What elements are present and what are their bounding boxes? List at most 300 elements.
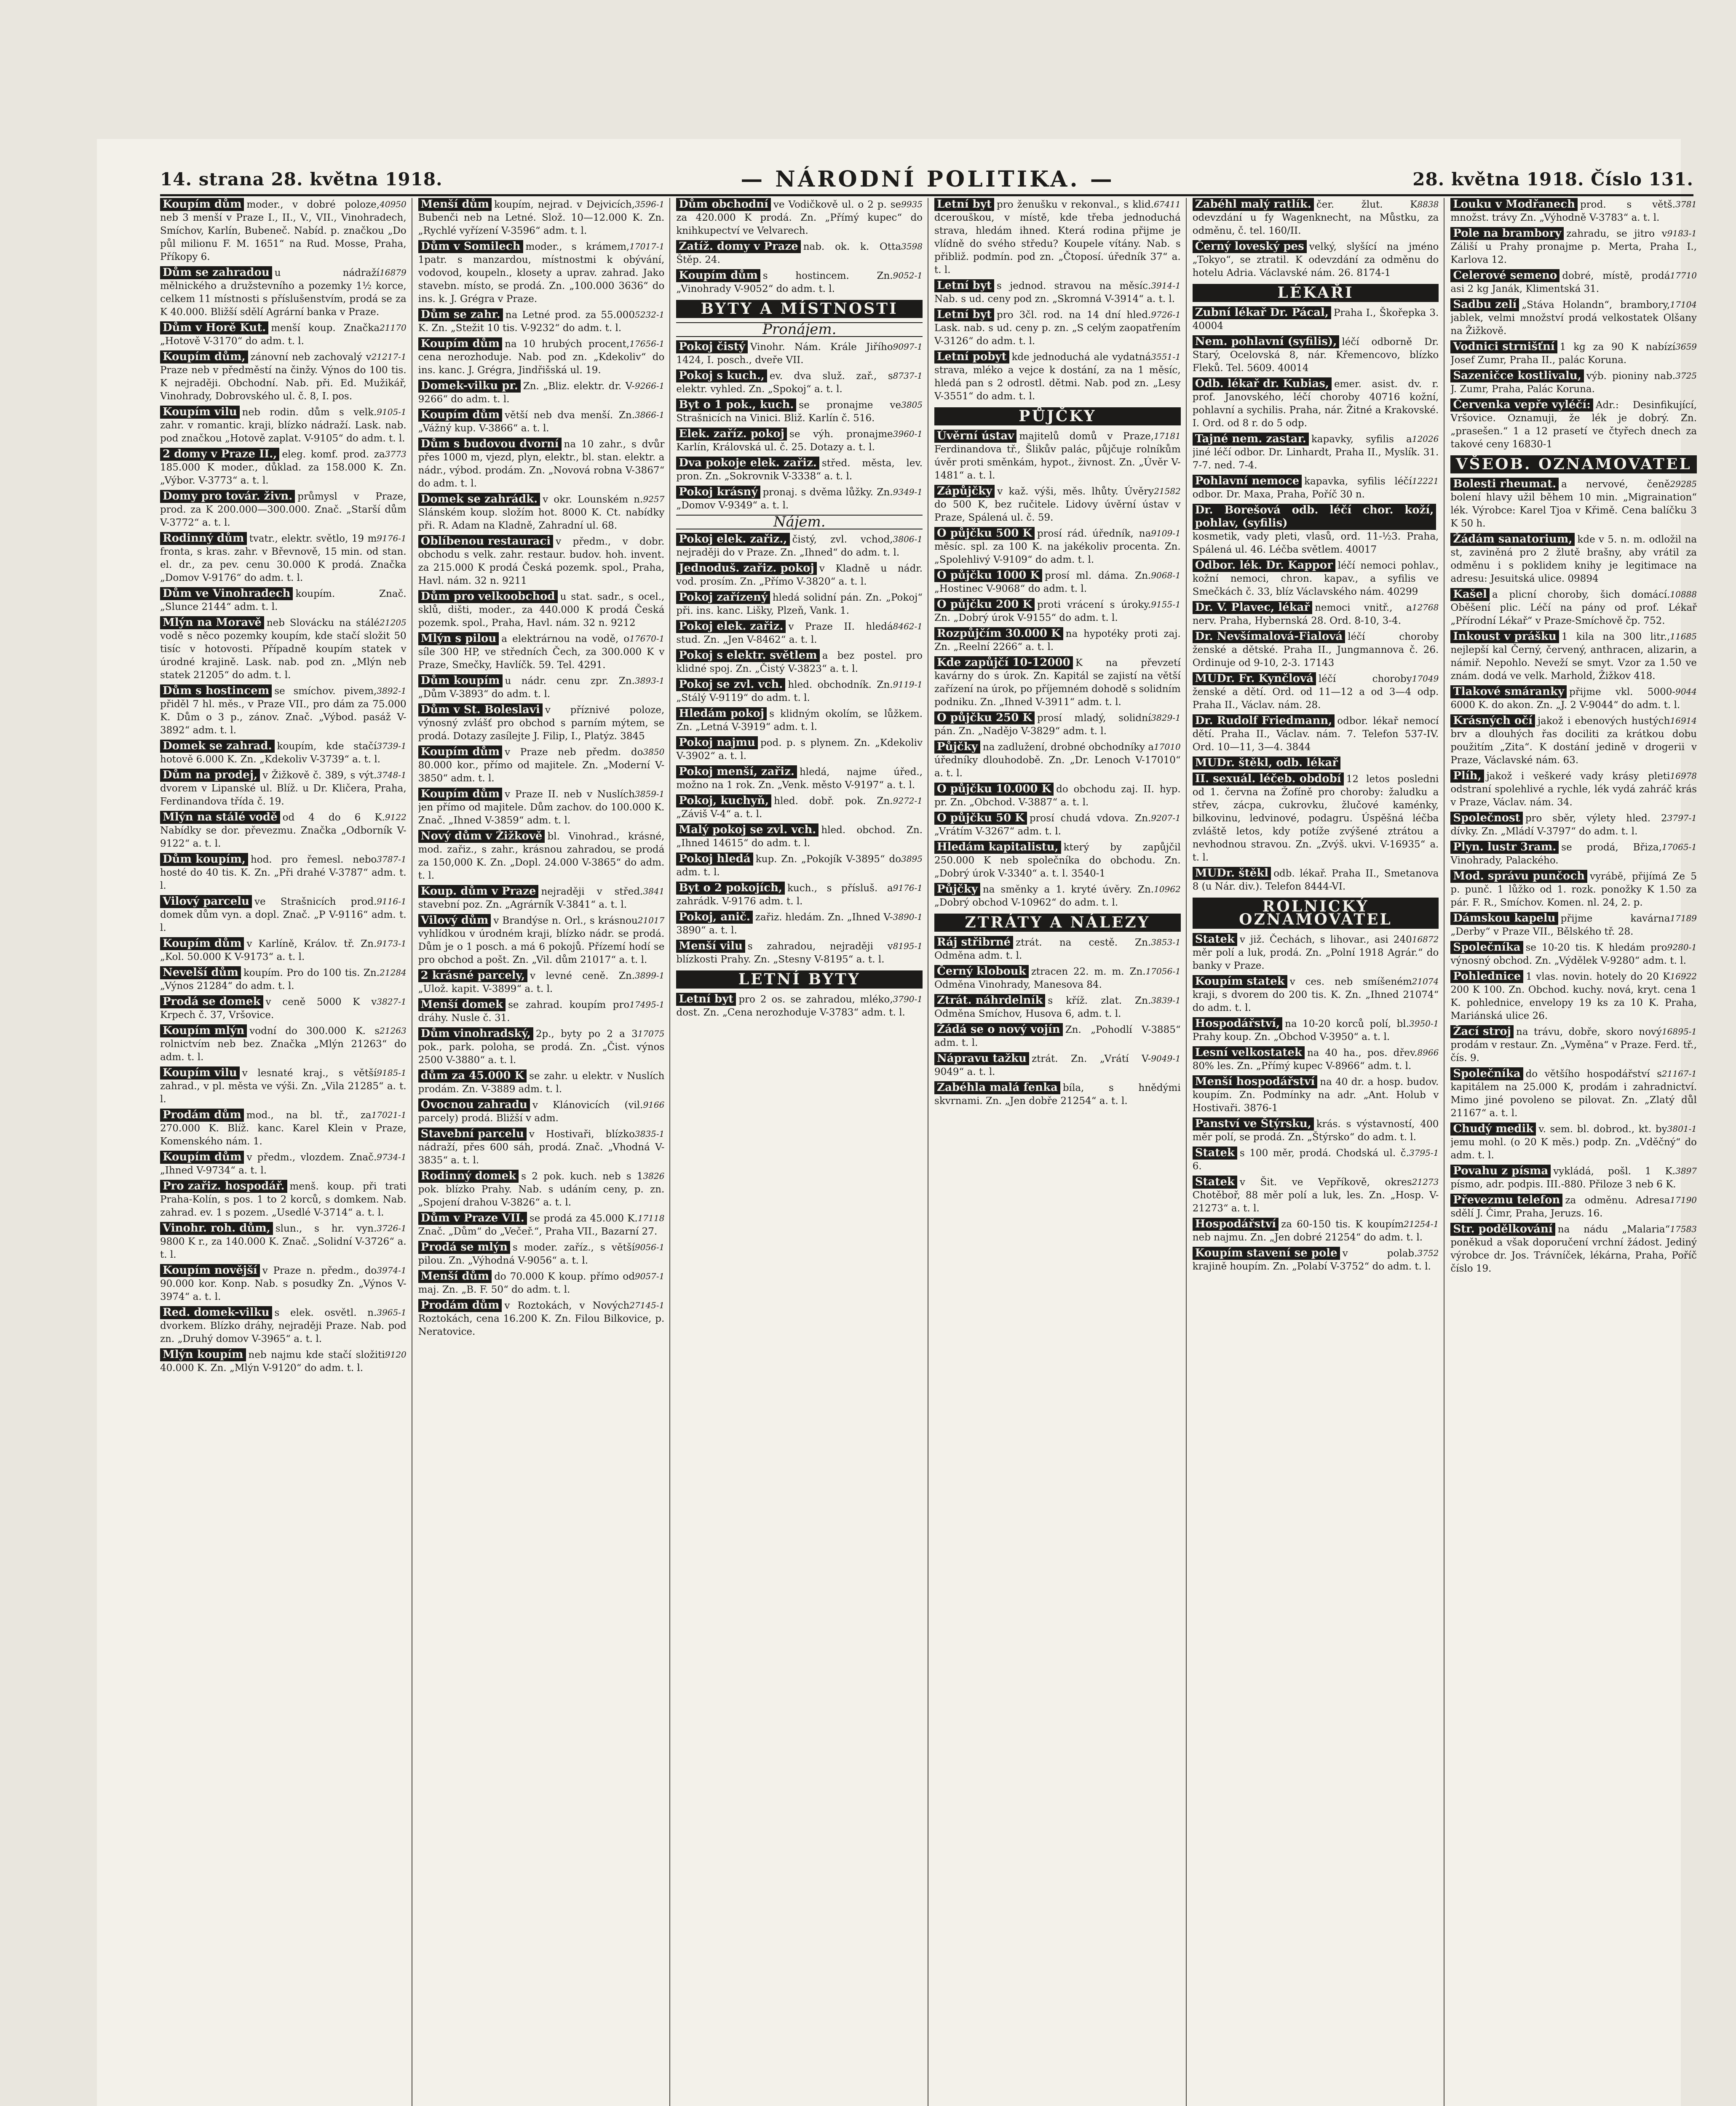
ad-heading: Lesní velkostatek [1193, 1046, 1305, 1059]
ad-heading: Nový dům v Žižkově [418, 830, 545, 843]
ad-body: do 70.000 K koup. přímo od maj. Zn. „B. F. 50“ do adm. t. l. [418, 1271, 635, 1295]
classified-ad [1193, 335, 1439, 375]
classified-ad [160, 448, 407, 487]
ad-number: 9122 [385, 812, 407, 822]
ad-number: 17104 [1670, 299, 1697, 310]
ad-number: 3890-1 [893, 912, 923, 922]
ad-heading: Koupím dům [418, 409, 502, 422]
ad-number: 3841 [643, 886, 665, 896]
ad-body: s moder. zaříz., s větší pilou. Zn. „Výhodná V-9056“ a. t. l. [418, 1242, 635, 1266]
ad-number: 16922 [1670, 971, 1697, 981]
ad-heading: Hospodářství [1193, 1218, 1279, 1231]
ad-body: s jednod. stravou na měsíc. Nab. s ud. ceny pod zn. „Skromná V-3914“ a. t. l. [934, 281, 1175, 305]
classified-ad [1450, 714, 1697, 767]
ad-body: v Praze II. neb v Nuslích jen přímo od majitele. Dům zachov. do 100.000 K. Znač. „Ihned V-3859“ adm. t. l. [418, 789, 665, 826]
classified-ad [160, 406, 407, 445]
classified-ad [160, 266, 407, 319]
ad-heading: Statek [1193, 1147, 1237, 1160]
page-header [160, 166, 1693, 196]
ad-number: 21217-1 [371, 352, 407, 362]
classified-ad [418, 885, 665, 911]
ad-body: střed. města, lev. pron. Zn. „Sokrovnik V-3338“ a. t. l. [676, 458, 923, 482]
ad-number: 21017 [637, 915, 665, 925]
ad-heading: Vinohr. roh. dům, [160, 1222, 273, 1235]
ad-body: na 10-20 korců polí, bl. Prahy koup. Zn. „Obchod V-3950“ a. t. l. [1192, 1018, 1409, 1042]
ad-heading: Dům v Somilech [418, 240, 523, 253]
classified-ad [1450, 841, 1697, 867]
ad-number: 11685 [1670, 631, 1697, 641]
ad-heading: Zápůjčky [934, 485, 995, 498]
ad-number: 3827-1 [377, 997, 407, 1007]
ad-heading: Stavební parcelu [418, 1128, 527, 1141]
ad-body: 12 letos posledni od 1. června na Žofíně pro choroby: žaludku a střev, zácpa, cukrovku, žlučové kaménky, bilkovinu, ledvinové, podagru. Úspěšná léčba zvláště letos, kdy potíže zvýšené ztrátou a nevhodnou stravou. Zn. „Zvýš. ukvi. V-16935“ a. t. l. [1192, 774, 1439, 863]
classified-ad [418, 380, 665, 406]
ad-heading: Dva pokoje elek. zařiz. [676, 457, 819, 470]
ad-body: v levné ceně. Zn. „Ulož. kapit. V-3899“ a. t. l. [418, 970, 635, 994]
ad-heading: Prodám dům [418, 1299, 502, 1312]
ad-number: 3965-1 [377, 1307, 407, 1318]
classified-ad [1450, 398, 1697, 451]
masthead-title: — NÁRODNÍ POLITIKA. — [741, 166, 1115, 192]
ad-number: 9119-1 [893, 679, 923, 690]
section-subheading: Pronájem. [676, 322, 923, 337]
section-banner: ZTRÁTY A NÁLEZY [934, 914, 1181, 932]
classified-ad [676, 486, 923, 512]
classified-ad [160, 966, 407, 993]
classified-ad [160, 616, 407, 682]
classified-ad [1193, 1176, 1439, 1215]
classified-ad [1193, 1117, 1439, 1144]
ad-number: 8966 [1417, 1048, 1439, 1058]
ad-number: 17017-1 [629, 241, 665, 251]
ad-body: bl. Vinohrad., krásné, mod. zařiz., s zahr., krásnou zahradou, se prodá za 150,000 K. Zn. „Dopl. 24.000 V-3865“ do adm. t. l. [418, 831, 665, 881]
ad-number: 3960-1 [893, 429, 923, 439]
ad-body: krás. s výstavností, 400 měr polí, se prodá. Zn. „Štýrsko“ do adm. t. l. [1192, 1119, 1439, 1143]
ad-number: 3725 [1675, 371, 1697, 381]
ad-number: 9935 [901, 199, 923, 209]
ad-heading: Menší hospodářství [1193, 1075, 1318, 1088]
ad-heading: Koupím dům [160, 198, 244, 211]
classified-ad [160, 1109, 407, 1148]
ad-number: 3826 [643, 1171, 665, 1181]
classified-ad [418, 1299, 665, 1339]
ad-heading: II. sexuál. léčeb. období [1193, 772, 1344, 786]
ad-number: 3551-1 [1151, 352, 1181, 362]
ad-heading: Hledám pokoj [676, 707, 767, 720]
ad-number: 9349-1 [893, 487, 923, 497]
ad-number: 3752 [1417, 1248, 1439, 1258]
ad-number: 3950-1 [1409, 1018, 1439, 1029]
ad-heading: MUDr. Fr. Kynčlová [1193, 672, 1316, 685]
classified-ad [934, 783, 1181, 809]
classified-ad [934, 1081, 1181, 1108]
ad-body: Adr.: Desinfikující, Vršovice. Oznamuji, že lék je dobrý. Zn. „prasešen.“ 1 a 12 prasetí ve čtyřech dnech za takové ceny 16830-1 [1450, 400, 1697, 450]
ad-body: a nervové, čeně bolení hlavy užil během 10 min. „Migraination“ lék. Výrobce: Karel Tjoa v Křimě. Cena balíčku 3 K 50 h. [1450, 479, 1697, 529]
ad-number: 8838 [1417, 199, 1439, 209]
ad-heading: Byt o 1 pok., kuch. [676, 398, 796, 412]
ad-heading: Hledám kapitalistu, [934, 841, 1061, 854]
ad-heading: Vodnici strnišťní [1450, 340, 1557, 353]
ad-number: 17021-1 [371, 1110, 407, 1120]
column-1 [160, 198, 412, 2106]
ad-number: 17118 [637, 1213, 665, 1223]
ad-number: 3726-1 [377, 1223, 407, 1233]
ad-heading: Dům se zahradou [160, 266, 272, 279]
section-banner: LETNÍ BYTY [676, 970, 923, 989]
classified-ad [1193, 1247, 1439, 1273]
ad-body: Praha I., Škořepka 3. 40004 [1192, 307, 1439, 331]
ad-number: 3859-1 [634, 789, 665, 799]
ad-number: 16895-1 [1661, 1026, 1697, 1037]
ad-number: 67411 [1154, 199, 1181, 209]
classified-ad [160, 1348, 407, 1375]
ad-number: 3801-1 [1667, 1124, 1697, 1134]
classified-ad [1193, 198, 1439, 238]
ad-number: 3797-1 [1667, 813, 1697, 823]
ad-body: menší koup. Značka „Hotově V-3170“ do adm. t. l. [160, 323, 380, 347]
ad-number: 3829-1 [1151, 713, 1181, 723]
ad-body: za 60-150 tis. K koupím neb najmu. Zn. „Jen dobré 21254“ do adm. t. l. [1192, 1219, 1423, 1243]
ad-body: u stat. sadr., s ocel., sklů, dišti, moder., za 440.000 K prodá Česká pozemk. spol., Praha, Havl. nám. 32 n. 9212 [418, 591, 665, 628]
classified-ad [418, 1212, 665, 1238]
ad-heading: Koupím vilu [160, 406, 240, 419]
ad-heading: Černý loveský pes [1193, 240, 1307, 253]
ad-body: bíla, s hnědými skvrnami. Zn. „Jen dobře 21254“ a. t. l. [934, 1082, 1181, 1106]
ad-heading: Vilový parcelu [160, 895, 252, 908]
classified-ad [676, 707, 923, 734]
ad-number: 17181 [1154, 431, 1181, 441]
classified-ad [1193, 975, 1439, 1015]
ad-heading: Dr. Rudolf Friedmann, [1193, 714, 1335, 727]
ad-body: kapavky, syfilis a jiné léčí odbor. Dr. Linhardt, Praha II., Myslík. 31. 7-7. ned. 7-4. [1192, 434, 1439, 471]
ad-body: v Kladně u nádr. vod. prosím. Zn. „Přímo V-3820“ a. t. l. [676, 563, 923, 587]
ad-body: prod. s větš. množst. trávy Zn. „Výhodně V-3783“ a. t. l. [1450, 199, 1676, 223]
classified-ad [418, 1170, 665, 1209]
ad-number: 9726-1 [1151, 310, 1181, 320]
ad-body: na 40 dr. a hosp. budov. koupím. Zn. Podmínky na adr. „Ant. Holub v Hostivaři. 3876-1 [1192, 1077, 1439, 1114]
classified-ad [1450, 812, 1697, 838]
ad-number: 16872 [1412, 934, 1439, 944]
ad-heading: Mod. správu punčoch [1450, 870, 1587, 883]
classified-ad [160, 937, 407, 964]
header-right: 28. května 1918. Číslo 131. [1412, 168, 1693, 190]
ad-body: a plicní choroby, šich domácí. Oběšení plic. Léčí na pány od prof. Lékař „Přírodní Lékař“ v Praze-Smíchově čp. 752. [1450, 589, 1697, 626]
classified-ad [934, 485, 1181, 524]
classified-ad [934, 883, 1181, 909]
classified-ad [676, 428, 923, 454]
ad-body: v Roztokách, v Nových Roztokách, cena 16.200 K. Zn. Filou Bilkovice, p. Neratovice. [418, 1300, 665, 1337]
ad-heading: Koupím vilu [160, 1066, 240, 1080]
ad-heading: MUDr. štěkl [1193, 867, 1271, 880]
ad-heading: Domek se zahrad. [160, 740, 275, 753]
ad-heading: Bolesti rheumat. [1450, 478, 1559, 491]
ad-body: eleg. komf. prod. za 185.000 K moder., důklad. za 158.000 K. Zn. „Výbor. V-3773“ a. t. l. [160, 449, 407, 486]
ad-heading: Odbor. lék. Dr. Kappor [1193, 559, 1335, 572]
ad-body: kde v 5. n. m. odložil na st, zaviněná pro 2 žlutě brašny, aby vrátil za odměnu i s poklidem knihy je legitimace na adresu: Jesuitská ulice. 09894 [1450, 534, 1697, 584]
classified-ad [676, 457, 923, 483]
classified-ad [418, 703, 665, 743]
ad-number: 3892-1 [377, 686, 407, 696]
ad-body: majitelů domů v Praze, Ferdinandova tř., Šlikův palác, půjčuje rolníkům úvěr proti směnkám, hypot., živnost. Zn. „Úvěr V-1481“ a. t. l. [934, 431, 1181, 481]
classified-ad [676, 678, 923, 705]
ad-number: 12221 [1412, 476, 1439, 486]
ad-body: 2p., byty po 2 a 3 pok., park. poloha, se prodá. Zn. „Čist. výnos 2500 V-3880“ a. t. l. [418, 1029, 665, 1066]
ad-number: 3773 [385, 449, 407, 459]
ad-heading: O půjčku 200 K [934, 598, 1035, 611]
ad-body: v kaž. výši, měs. lhůty. Úvěry do 500 K, bez ručitele. Lidovy úvěrní ústav v Praze, Spálená ul. č. 59. [934, 486, 1181, 523]
ad-body: v ceně 5000 K v Krpech č. 37, Vršovice. [160, 997, 377, 1021]
ad-number: 3895 [901, 854, 923, 864]
ad-body: v již. Čechách, s lihovar., asi 240 měr polí a luk, prodá. Zn. „Polní 1918 Agrár.“ do banky v Praze. [1192, 934, 1439, 971]
ad-number: 3790-1 [893, 994, 923, 1004]
classified-ad [934, 350, 1181, 403]
ad-number: 21254-1 [1404, 1219, 1439, 1229]
ad-body: koupím. Znač. „Slunce 2144“ adm. t. l. [160, 588, 407, 612]
ad-heading: Letní byt [676, 993, 736, 1006]
ad-body: léčí choroby ženské a dětské. Praha II., Jungmannova č. 26. Ordinuje od 9-10, 2-3. 17143 [1192, 631, 1439, 668]
ad-heading: Koupím dům [160, 1151, 244, 1164]
classified-ad [418, 830, 665, 882]
ad-heading: Letní byt [934, 279, 994, 292]
classified-ad [160, 1024, 407, 1064]
ad-heading: Nem. pohlavní (syfilis), [1193, 335, 1340, 348]
ad-number: 9185-1 [377, 1068, 407, 1078]
classified-ad [934, 569, 1181, 596]
classified-ad [676, 649, 923, 676]
ad-body: prosí ml. dáma. Zn. „Hostinec V-9068“ do adm. t. l. [934, 570, 1151, 594]
classified-ad [418, 1241, 665, 1267]
ad-number: 3781 [1675, 199, 1697, 209]
classified-ad [1193, 1218, 1439, 1244]
classified-ad [676, 369, 923, 396]
ad-heading: Pokoj zařízený [676, 591, 770, 604]
ad-number: 21273 [1412, 1177, 1439, 1187]
ad-number: 17190 [1670, 1195, 1697, 1205]
ad-body: vyrábě, přijímá Ze 5 p. punč. 1 lůžko od 1. rozk. ponožky K 1.50 za pár. F. R., Smíchov. Komen. nl. 24, 2. p. [1450, 871, 1697, 908]
ad-heading: Red. domek-vilku [160, 1306, 272, 1319]
ad-heading: Celerové semeno [1450, 269, 1559, 282]
ad-number: 3805 [901, 400, 923, 410]
ad-heading: MUDr. štěkl, odb. lékař [1193, 756, 1340, 770]
ad-body: přijme kavárna „Derby“ v Praze VII., Bělského tř. 28. [1450, 913, 1670, 937]
ad-number: 9207-1 [1151, 813, 1181, 823]
classified-ad [676, 993, 923, 1019]
ad-number: 9057-1 [634, 1271, 665, 1281]
ad-body: u nádraží mělnického a družstevního a pozemky 1½ korce, celkem 11 místnosti s příslušenstvím, prodá se za K 40.000. Bližší sdělí Agrární banka v Praze. [160, 267, 407, 318]
classified-ad [418, 674, 665, 701]
ad-number: 3839-1 [1151, 995, 1181, 1005]
ad-body: Zn. „Bliz. elektr. dr. V-9266“ do adm. t. l. [418, 381, 635, 405]
classified-ad [676, 882, 923, 908]
ad-body: prosí mladý, solidní pán. Zn. „Nadějo V-3829“ adm. t. l. [934, 713, 1151, 737]
classified-ad [676, 269, 923, 296]
ad-body: v příznivé poloze, výnosný zvlášť pro obchod s parním mýtem, se prodá. Dotazy zasílejte J. Filip, I., Platýz. 3845 [418, 705, 665, 742]
ad-heading: Mlýn s pilou [418, 632, 499, 645]
ad-heading: Elek. zaříz. pokoj [676, 428, 787, 441]
ad-body: odbor. lékař nemocí dětí. Praha II., Václav. nám. 7. Telefon 537-IV. Ord. 10—11, 3—4. 3844 [1192, 716, 1439, 753]
ad-heading: Koup. dům v Praze [418, 885, 539, 898]
ad-heading: Převezmu telefon [1450, 1194, 1562, 1207]
ad-body: na 10 hrubých procent, cena nerozhoduje. Nab. pod zn. „Kdekoliv“ do ins. kanc. J. Grégra, Jindřišská ul. 19. [418, 339, 665, 376]
classified-ad [934, 994, 1181, 1021]
ad-number: 27145-1 [629, 1300, 665, 1310]
ad-heading: Koupím dům [676, 269, 760, 282]
ad-heading: Dům v Praze VII. [418, 1212, 527, 1225]
classified-ad [934, 740, 1181, 780]
ad-body: se zahrad. koupím pro dráhy. Nusle č. 31. [418, 1000, 630, 1024]
ad-body: emer. asist. dv. r. prof. Janovského, léčí choroby 40716 kožní, pohlavní a sychilis. Praha, nár. Žitné a Krakovské. I. Ord. od 8 r. do 5 odp. [1192, 379, 1439, 429]
ad-body: do obchodu zaj. II. hyp. pr. Zn. „Obchod. V-3887“ a. t. l. [934, 784, 1181, 808]
ad-number: 8195-1 [893, 941, 923, 951]
ad-number: 3748-1 [377, 770, 407, 780]
ad-heading: Dům ve Vinohradech [160, 587, 293, 600]
classified-ad [1193, 756, 1439, 770]
ad-number: 16978 [1670, 771, 1697, 781]
ad-heading: Půjčky [934, 883, 980, 896]
ad-body: s hostincem. Zn. „Vinohrady V-9052“ do adm. t. l. [676, 270, 893, 294]
ad-body: s 2 pok. kuch. neb s 1 pok. blízko Prahy. Nab. s udáním ceny, p. zn. „Spojení drahou V-3826“ a. t. l. [418, 1171, 665, 1208]
ad-heading: Povahu z písma [1450, 1165, 1551, 1178]
ad-body: čer. žlut. K odevzdání u fy Wagenknecht, na Můstku, za odměnu, č. tel. 160/II. [1192, 199, 1439, 236]
column-4 [934, 198, 1187, 2106]
ad-body: v Hostivaři, blízko nádraží, přes 600 sáh, prodá. Znač. „Vhodná V-3835“ a. t. l. [418, 1129, 665, 1166]
ad-number: 9044 [1675, 687, 1697, 697]
ad-number: 9173-1 [377, 938, 407, 949]
ad-heading: Mlýn koupím [160, 1348, 246, 1361]
ad-body: se prodá, Břiza, Vinohrady, Palackého. [1450, 842, 1662, 866]
classified-ad [160, 1151, 407, 1177]
classified-ad [1193, 933, 1439, 973]
classified-ad [418, 438, 665, 490]
ad-number: 9068-1 [1151, 570, 1181, 580]
ad-heading: Pokoj se zvl. vch. [676, 678, 785, 691]
ad-body: s 100 měr, prodá. Chodská ul. č. 6. [1192, 1148, 1409, 1172]
ad-heading: Koupím statek [1193, 975, 1287, 988]
classified-ad [676, 591, 923, 617]
ad-heading: Společníka [1450, 941, 1523, 954]
ad-body: moder., v dobré poloze, neb 3 menší v Praze I., II., V., VII., Vinohradech, Smíchov, Karlín, Bubeneč. Nabíd. p. značkou „Do půl milionu F. M. 1651“ na Rud. Mosse, Praha, Příkopy 6. [160, 199, 407, 262]
ad-number: 9734-1 [377, 1152, 407, 1162]
ad-number: 3914-1 [1151, 281, 1181, 291]
ad-body: hled. obchod. Zn. „Ihned 14615“ do adm. t. l. [676, 825, 923, 849]
ad-heading: Žací stroj [1450, 1025, 1514, 1038]
ad-number: 17075 [637, 1029, 665, 1039]
ad-body: tvatr., elektr. světlo, 19 m fronta, s kras. zahr. v Břevnově, 15 min. od stan. el. dr., za pev. cenu 30.000 K prodá. Značka „Domov V-9176“ do adm. t. l. [160, 533, 407, 583]
ad-heading: Pro zařiz. hospodář. [160, 1180, 287, 1193]
ad-heading: Inkoust v prášku [1450, 630, 1559, 643]
ad-heading: Letní byt [934, 198, 994, 211]
ad-body: větší neb dva menší. Zn. „Vážný kup. V-3866“ a. t. l. [418, 410, 635, 434]
classified-ad [160, 740, 407, 766]
ad-heading: Vilový dům [418, 914, 491, 927]
ad-heading: Tlakové smáranky [1450, 685, 1567, 698]
classified-ad [160, 1306, 407, 1346]
ad-body: léčí nemoci pohlav., kožní nemoci, chron. kapav., a syfilis ve Smečkách č. 33, blíz Václavského nám. 40299 [1192, 560, 1439, 597]
ad-number: 3659 [1675, 342, 1697, 352]
section-subheading: Nájem. [676, 515, 923, 529]
ad-heading: Dr. V. Plavec, lékař [1193, 601, 1313, 614]
ad-heading: Rodinný dům [160, 532, 247, 545]
classified-ad [934, 598, 1181, 625]
ad-number: 3850 [643, 747, 665, 757]
ad-body: moder., s krámem, 1patr. s manzardou, místnostmi k obývání, vodovod, koupeln., klosety a uprav. zahrad. Jako stavebn. místo, se prodá. Zn. „100.000 3636“ do ins. k. J. Grégra v Praze. [418, 241, 665, 305]
ad-heading: Str. podělkování [1450, 1223, 1555, 1236]
section-banner: ROLNICKÝ OZNAMOVATEL [1193, 898, 1439, 929]
classified-ad [676, 562, 923, 588]
classified-ad [676, 340, 923, 367]
ad-heading: Úvěrní ústav [934, 430, 1016, 443]
ad-body: v okr. Lounském n. Slánském koup. složím hot. 8000 K. Ct. nabídky při. R. Adam na Kladně, Zahradní ul. 68. [418, 494, 665, 531]
ad-heading: Domy pro továr. živn. [160, 490, 295, 503]
ad-number: 21284 [380, 967, 407, 978]
ad-body: ve Strašnicích prod. domek dům vyn. a dopl. Znač. „P V-9116“ adm. t. l. [160, 896, 407, 933]
ad-body: výb. pioniny nab. J. Zumr, Praha, Palác Koruna. [1450, 371, 1676, 395]
ad-body: kuch., s přísluš. a zahrádk. V-9176 adm. t. l. [676, 883, 893, 907]
ad-body: kup. Zn. „Pokojík V-3895“ do adm. t. l. [676, 854, 901, 878]
ad-heading: Domek-vilku pr. [418, 380, 521, 393]
classified-ad [934, 527, 1181, 567]
classified-ad [676, 823, 923, 850]
ad-body: Zn. „Pohodlí V-3885“ adm. t. l. [934, 1024, 1181, 1048]
ad-heading: Menší dům [418, 198, 492, 211]
ad-body: na hypotéky proti zaj. Zn. „Reelní 2266“ a. t. l. [934, 628, 1181, 652]
ad-number: 9176-1 [893, 883, 923, 893]
ad-heading: Dům koupím [418, 674, 503, 687]
ad-body: hod. pro řemesl. nebo hosté do 40 tis. K. Zn. „Při drahé V-3787“ adm. t. l. [160, 854, 407, 891]
ad-heading: Koupím dům, [160, 350, 248, 363]
classified-ad [160, 811, 407, 850]
ad-heading: Dům na prodej, [160, 769, 260, 782]
classified-ad [676, 620, 923, 647]
ad-body: hledá, najme úřed., možno na 1 rok. Zn. „Venk. město V-9197“ a. t. l. [676, 767, 923, 791]
ad-number: 9097-1 [893, 342, 923, 352]
ad-body: slun., s hr. vyn. 9800 K r., za 140.000 K. Znač. „Solidní V-3726“ a. t. l. [160, 1223, 407, 1260]
ad-number: 17656-1 [629, 339, 665, 349]
ad-heading: Domek se zahrádk. [418, 493, 540, 506]
classified-ad [676, 794, 923, 821]
classified-ad [418, 493, 665, 532]
ad-body: 1 vlas. novin. hotely do 20 K 200 K 100. Zn. Obchod. kuchy. nová, kryt. cena 1 K. pohlednice, envelopy 19 ks za 10 K. Praha, Mariánská ulice 26. [1450, 971, 1697, 1021]
ad-number: 17010 [1154, 742, 1181, 752]
classified-ad [418, 1098, 665, 1125]
ad-body: za odměnu. Adresa sdělí J. Čimr, Praha, Jeruzs. 16. [1450, 1195, 1670, 1219]
classified-ad [160, 769, 407, 808]
classified-ad [418, 788, 665, 827]
ad-body: koupím, kde stačí hotově 6.000 K. Zn. „Kdekoliv V-3739“ a. t. l. [160, 741, 381, 765]
classified-ad [160, 532, 407, 585]
classified-ad [1193, 1017, 1439, 1044]
ad-heading: O půjčku 50 K [934, 812, 1027, 825]
ad-number: 9109-1 [1151, 528, 1181, 538]
header-left: 14. strana 28. května 1918. [160, 168, 443, 190]
ad-body: v Praze neb předm. do 80.000 kor., přímo od majitele. Zn. „Moderní V-3850“ adm. t. l. [418, 747, 665, 784]
classified-ad [676, 533, 923, 559]
classified-ad [1193, 504, 1439, 556]
ad-body: kde jednoduchá ale vydatná strava, mléko a vejce k dostání, za na 1 měsíc, hledá pan s 2 odrostl. dětmi. Nab. pod zn. „Lesy V-3551“ do adm. t. l. [934, 352, 1181, 402]
ad-heading: Pokoj elek. zařiz. [676, 620, 786, 633]
ad-body: na Letné prod. za 55.000 K. Zn. „Stežit 10 tis. V-9232“ do adm. t. l. [418, 310, 635, 334]
classified-ad [418, 914, 665, 967]
classified-ad [160, 321, 407, 348]
ad-body: v Karlíně, Králov. tř. Zn. „Kol. 50.000 K V-9173“ a. t. l. [160, 938, 377, 962]
ad-body: se smíchov. pivem, přiděl 7 hl. měs., v Praze VII., pro dám za 75.000 K. Dům o 3 p., zánov. Znač. „Výbod. pasáž V-3892“ adm. t. l. [160, 686, 407, 736]
classified-ad [1193, 306, 1439, 333]
classified-ad [1450, 1122, 1697, 1162]
ad-heading: Pokoj najmu [676, 736, 758, 749]
ad-heading: Plyn. lustr 3ram. [1450, 841, 1559, 854]
ad-heading: O půjčku 500 K [934, 527, 1035, 540]
ad-heading: Dům s budovou dvorní [418, 438, 562, 451]
